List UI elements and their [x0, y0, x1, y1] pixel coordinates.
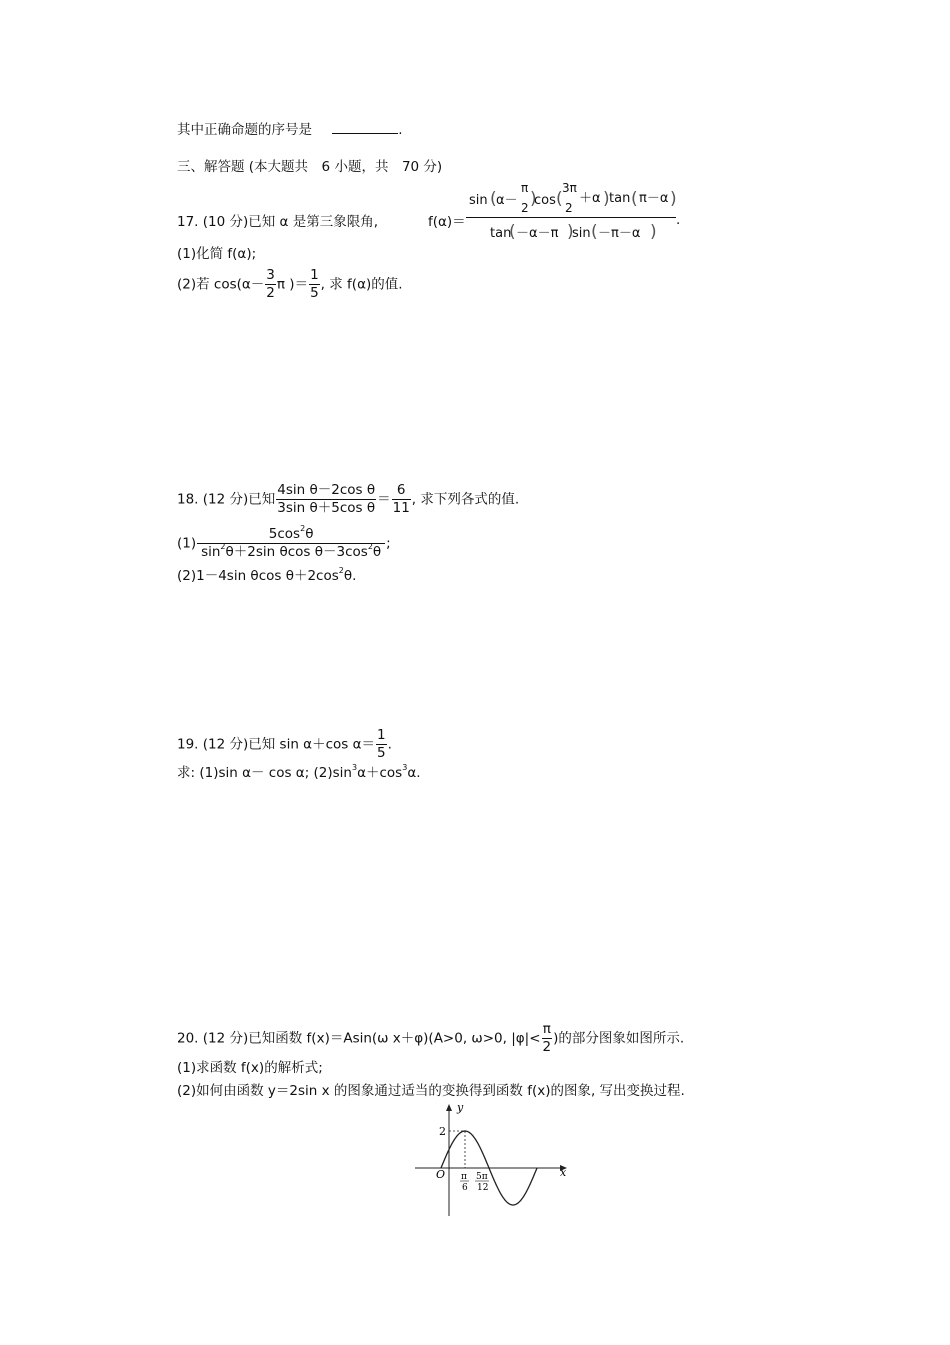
tick-pi6-den: 6 — [462, 1183, 468, 1193]
fraction-1-5: $\frac{1}{5}$ — [310, 267, 319, 301]
sine-graph — [410, 1098, 575, 1220]
q18-ratio: $\frac{6}{11}$ — [392, 482, 410, 516]
tick-5pi12-num: 5π — [476, 1172, 488, 1182]
origin-label: O — [436, 1168, 446, 1181]
y-axis-arrow — [446, 1104, 452, 1111]
q20-part2: (2)如何由函数 y＝2sin x 的图象通过适当的变换得到函数 f(x)的图象, 写出变换过程. — [177, 1083, 685, 1099]
q18-part2: (2)1－4sin θcos $\theta+2\cos^2\theta$. — [177, 566, 357, 584]
q18-line: 18. (12 分)已知 $\frac{\text{4sin θ－2cos θ}}{\text{3sin θ＋5cos θ}}$ ＝ $\frac{6}{11}$ , 求下列各式的值. — [177, 482, 520, 516]
section-heading: 三、解答题 (本大题共 6 小题，共 70 分) — [177, 159, 443, 175]
q17-fraction — [466, 180, 676, 244]
q18-part1: (1) $\frac{5\cos^2\theta}{\sin^2\theta+2\sin \theta\cos \theta-3\cos^2\theta}$ ; — [177, 524, 391, 560]
q19-ask: 求: (1)sin α－ cos α; $(2)\sin^3\alpha+\cos^3\alpha$. — [177, 763, 421, 781]
q18-main-fraction: $\frac{\text{4sin θ－2cos θ}}{\text{3sin θ＋5cos θ}}$ — [277, 482, 376, 516]
y-tick-2: 2 — [439, 1125, 446, 1138]
q17-fdef: f(α)＝ — [428, 214, 466, 230]
q17-part2: (2)若 cos(α－ $\frac{3}{2}$ π )＝ $\frac{1}{5}$ , 求 f(α)的值. — [177, 267, 403, 301]
q20-part1: (1)求函数 f(x)的解析式; — [177, 1060, 323, 1076]
q17-head: 17. (10 分)已知 α 是第三象限角, — [177, 214, 379, 230]
q19-line: 19. (12 分)已知 sin α＋cos α＝ $\frac{1}{5}$ . — [177, 727, 392, 761]
q17-denominator: tan ( －α－π ) sin ( －π－α ) — [490, 222, 657, 242]
y-axis-label: y — [457, 1101, 464, 1114]
tick-5pi12-den: 12 — [477, 1183, 489, 1193]
intro-line — [177, 121, 403, 138]
q17-part1: (1)化简 f(α); — [177, 246, 257, 262]
tick-pi6-num: π — [461, 1172, 467, 1182]
x-axis-label: x — [560, 1166, 567, 1179]
q18-part1-fraction: $\frac{5\cos^2\theta}{\sin^2\theta+2\sin \theta\cos \theta-3\cos^2\theta}$ — [197, 527, 385, 560]
q20-fraction: $\frac{\pi}{2}$ — [542, 1021, 552, 1055]
fraction-3-2: $\frac{3}{2}$ — [266, 267, 275, 301]
q17-numerator: sin ( α－ π 2 ) cos ( 3π 2 ＋α ) tan ( π－α ) — [466, 180, 676, 218]
intro-end: . — [398, 122, 403, 138]
q19-fraction: $\frac{1}{5}$ — [377, 727, 386, 761]
intro-text: 其中正确命题的序号是 — [177, 122, 312, 138]
answer-blank — [332, 121, 398, 134]
q20-line: 20. (12 分)已知函数 f(x)＝Asin(ω x＋φ)(A>0, ω>0, |φ|< $\frac{\pi}{2}$ )的部分图象如图所示. — [177, 1021, 685, 1055]
q17-end: . — [676, 212, 681, 228]
